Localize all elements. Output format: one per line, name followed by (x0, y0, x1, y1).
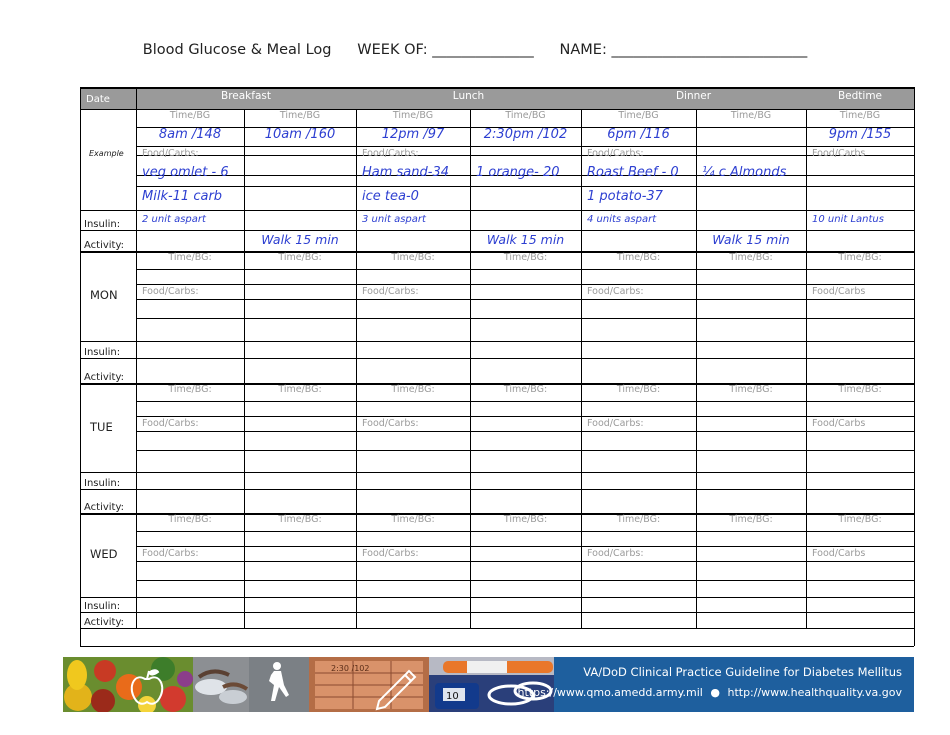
logbook-entry: 2:30 /102 (331, 664, 370, 673)
time-bg-prompt: Time/BG: (616, 252, 661, 263)
grid-line (80, 612, 914, 613)
grid-line (80, 230, 914, 231)
day-label-tue: TUE (90, 419, 113, 434)
food-carbs-prompt: Food/Carbs: (142, 548, 199, 559)
grid-line (80, 489, 914, 490)
time-bg-prompt: Time/BG (839, 110, 881, 121)
example-food2-entry: ice tea-0 (362, 189, 419, 204)
time-bg-prompt: Time/BG: (278, 514, 322, 525)
guideline-title: VA/DoD Clinical Practice Guideline for Diabetes Mellitus (583, 665, 902, 679)
grid-line (581, 383, 582, 513)
grid-line (80, 358, 914, 359)
grid-line (696, 251, 697, 383)
grid-line (136, 401, 914, 402)
grid-line (80, 472, 914, 473)
grid-line (80, 341, 914, 342)
guideline-urls (517, 686, 902, 699)
grid-line (136, 431, 914, 432)
example-bg-entry: 10am /160 (264, 127, 336, 142)
example-food2-entry: 1 potato-37 (587, 189, 663, 204)
time-bg-prompt: Time/BG: (391, 514, 435, 525)
grid-line (136, 561, 914, 562)
time-bg-prompt: Time/BG: (616, 514, 661, 525)
insulin-label: Insulin: (84, 601, 121, 612)
example-bg-entry: 6pm /116 (607, 127, 670, 142)
example-label: Example (89, 149, 124, 158)
food-carbs-prompt: Food/Carbs: (587, 548, 644, 559)
example-insulin-entry: 10 unit Lantus (812, 214, 884, 225)
grid-line (136, 299, 914, 300)
food-carbs-prompt: Food/Carbs: (587, 148, 644, 159)
time-bg-prompt: Time/BG: (729, 252, 773, 263)
grid-line (80, 646, 914, 647)
food-carbs-prompt: Food/Carbs: (362, 418, 419, 429)
example-bg-entry: 2:30pm /102 (483, 127, 568, 142)
food-carbs-prompt: Food/Carbs (812, 286, 866, 297)
week-of-field[interactable]: WEEK OF: ______________ (357, 42, 534, 58)
grid-line (136, 186, 914, 187)
example-food1-entry: ¼ c Almonds (702, 165, 787, 180)
name-field[interactable]: NAME: ___________________________ (559, 42, 808, 58)
insulin-label: Insulin: (84, 347, 121, 358)
grid-line (80, 597, 914, 598)
example-activity-entry: Walk 15 min (261, 232, 339, 247)
time-bg-prompt: Time/BG (169, 110, 211, 121)
time-bg-prompt: Time/BG (279, 110, 321, 121)
url-qmo[interactable]: https://www.qmo.amedd.army.mil (517, 686, 703, 699)
time-bg-prompt: Time/BG: (503, 384, 548, 395)
time-bg-prompt: Time/BG: (503, 252, 548, 263)
food-carbs-prompt: Food/Carbs: (142, 286, 199, 297)
grid-line (356, 383, 357, 513)
meal-header-dinner: Dinner (675, 90, 712, 102)
produce-image (63, 657, 193, 712)
time-bg-prompt: Time/BG (392, 110, 434, 121)
activity-label: Activity: (84, 240, 125, 251)
example-bg-entry: 9pm /155 (828, 127, 892, 142)
time-bg-prompt: Time/BG: (278, 252, 322, 263)
insulin-pen-image (429, 657, 554, 712)
time-bg-prompt: Time/BG: (616, 384, 661, 395)
example-food1-entry: 1 orange- 20 (476, 165, 560, 180)
example-food1-entry: Roast Beef - 0 (587, 165, 679, 180)
bullet-icon: ● (710, 686, 720, 699)
grid-line (136, 546, 914, 547)
grid-line (470, 383, 471, 513)
grid-line (80, 210, 914, 211)
grid-line (136, 580, 914, 581)
food-carbs-prompt: Food/Carbs: (142, 418, 199, 429)
food-carbs-prompt: Food/Carbs: (362, 286, 419, 297)
activity-label: Activity: (84, 502, 125, 513)
insulin-label: Insulin: (84, 219, 121, 230)
food-carbs-prompt: Food/Carbs (812, 418, 866, 429)
grid-line (914, 87, 915, 646)
time-bg-prompt: Time/BG: (168, 384, 212, 395)
grid-line (581, 251, 582, 383)
grid-line (356, 251, 357, 383)
page-title (0, 42, 950, 58)
grid-line (136, 531, 914, 532)
activity-label: Activity: (84, 617, 125, 628)
footer-photo-strip (63, 657, 554, 712)
example-insulin-entry: 3 unit aspart (362, 214, 426, 225)
insulin-label: Insulin: (84, 478, 121, 489)
guideline-panel (517, 657, 914, 712)
log-table (80, 87, 914, 647)
grid-line (470, 251, 471, 383)
time-bg-prompt: Time/BG: (729, 384, 773, 395)
time-bg-prompt: Time/BG (730, 110, 772, 121)
time-bg-prompt: Time/BG: (278, 384, 322, 395)
time-bg-prompt: Time/BG: (503, 514, 548, 525)
example-food1-entry: Ham sand-34 (362, 165, 450, 180)
meal-header-breakfast: Breakfast (221, 90, 271, 102)
food-carbs-prompt: Food/Carbs: (362, 548, 419, 559)
grid-line (244, 251, 245, 383)
time-bg-prompt: Time/BG: (168, 514, 212, 525)
grid-line (244, 383, 245, 513)
example-insulin-entry: 4 units aspart (587, 214, 657, 225)
time-bg-prompt: Time/BG: (729, 514, 773, 525)
food-carbs-prompt: Food/Carbs: (587, 286, 644, 297)
date-header: Date (86, 94, 110, 105)
log-title: Blood Glucose & Meal Log (142, 42, 332, 58)
time-bg-prompt: Time/BG: (838, 514, 882, 525)
time-bg-prompt: Time/BG: (391, 252, 435, 263)
meal-header-lunch: Lunch (452, 90, 485, 102)
grid-line (136, 146, 914, 147)
day-label-mon: MON (90, 288, 118, 302)
time-bg-prompt: Time/BG (505, 110, 546, 121)
food-carbs-prompt: Food/Carbs: (587, 418, 644, 429)
example-food2-entry: Milk-11 carb (142, 189, 223, 204)
example-insulin-entry: 2 unit aspart (142, 214, 206, 225)
time-bg-prompt: Time/BG: (391, 384, 435, 395)
example-bg-entry: 8am /148 (158, 127, 222, 142)
grid-line (136, 416, 914, 417)
logbook-image (309, 657, 429, 712)
grid-line (136, 284, 914, 285)
grid-line (696, 383, 697, 513)
walker-image (249, 657, 309, 712)
grid-line (136, 450, 914, 451)
example-food1-entry: veg omlet - 6 (142, 165, 229, 180)
example-bg-entry: 12pm /97 (381, 127, 445, 142)
example-activity-entry: Walk 15 min (712, 232, 790, 247)
footer-banner (63, 657, 914, 712)
time-bg-prompt: Time/BG (618, 110, 659, 121)
grid-line (806, 383, 807, 513)
day-label-wed: WED (90, 547, 118, 561)
pen-dose-display: 10 (446, 691, 459, 702)
sneakers-image (193, 657, 249, 712)
grid-line (80, 87, 81, 646)
food-carbs-prompt: Food/Carbs (812, 548, 866, 559)
grid-line (806, 251, 807, 383)
time-bg-prompt: Time/BG: (838, 384, 882, 395)
grid-line (136, 269, 914, 270)
grid-line (136, 155, 914, 156)
grid-line (136, 318, 914, 319)
activity-label: Activity: (84, 372, 125, 383)
time-bg-prompt: Time/BG: (168, 252, 212, 263)
food-carbs-prompt: Food/Carbs: (142, 148, 199, 159)
example-activity-entry: Walk 15 min (486, 232, 565, 247)
grid-line (80, 628, 914, 629)
url-healthquality[interactable]: http://www.healthquality.va.gov (727, 686, 902, 699)
time-bg-prompt: Time/BG: (838, 252, 882, 263)
food-carbs-prompt: Food/Carbs (812, 148, 866, 159)
meal-header-bedtime: Bedtime (837, 90, 883, 102)
food-carbs-prompt: Food/Carbs: (362, 148, 419, 159)
